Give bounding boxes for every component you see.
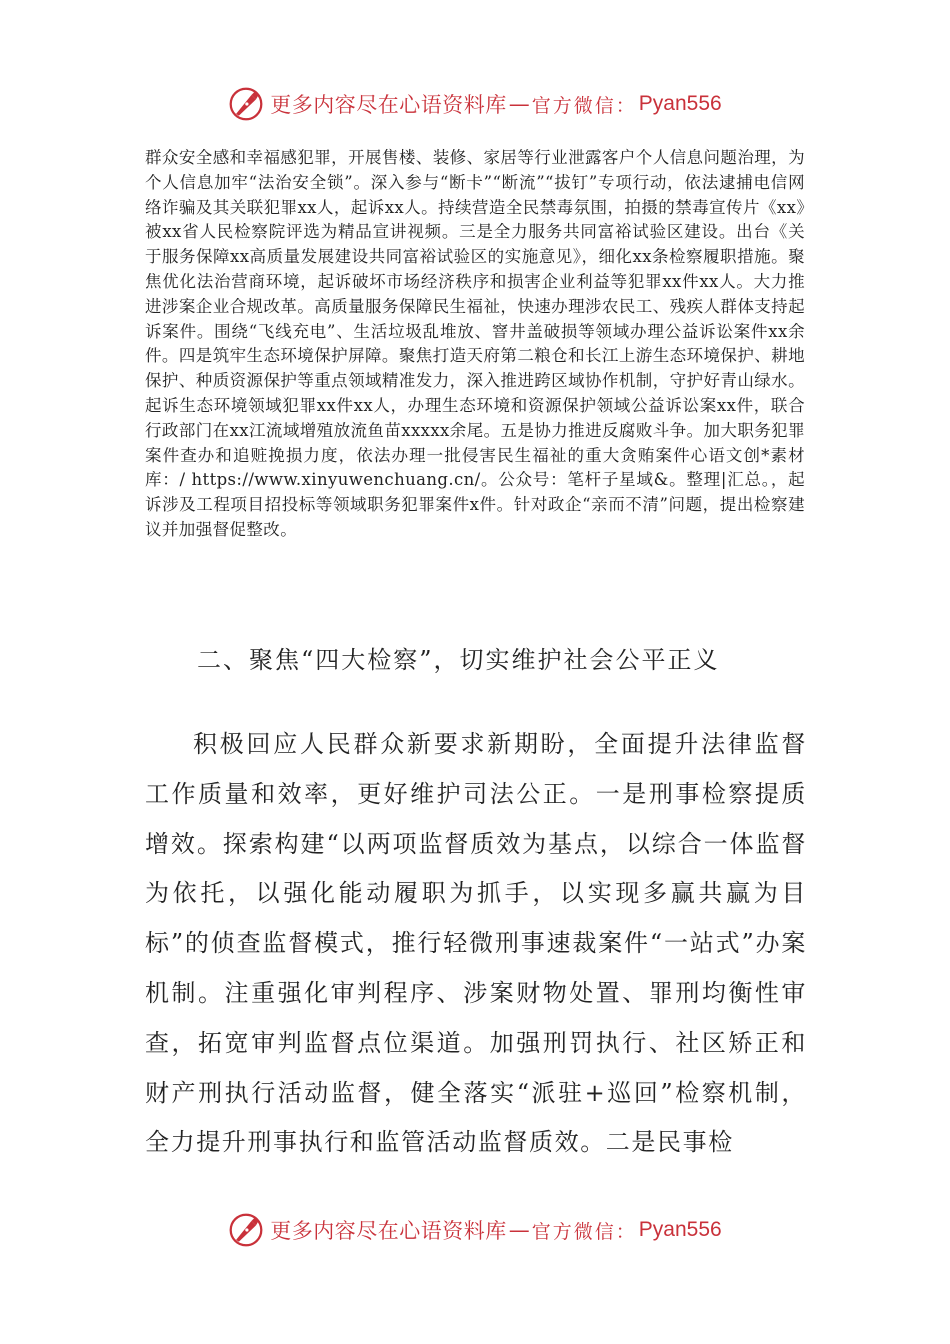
watermark-main-text: 更多内容尽在心语资料库 bbox=[270, 1219, 507, 1243]
watermark-sub-text: 官方微信： bbox=[531, 1220, 637, 1243]
pen-nib-logo-icon bbox=[228, 86, 264, 122]
watermark-separator: — bbox=[508, 1218, 530, 1242]
watermark-main-text: 更多内容尽在心语资料库 bbox=[270, 93, 507, 117]
header-watermark bbox=[0, 84, 950, 124]
watermark-sub-text: 官方微信： bbox=[531, 94, 637, 117]
watermark-wechat-id: Pyan556 bbox=[638, 1218, 722, 1241]
section-heading: 二、聚焦“四大检察”，切实维护社会公平正义 bbox=[197, 646, 720, 674]
body-paragraph-small: 群众安全感和幸福感犯罪，开展售楼、装修、家居等行业泄露客户个人信息问题治理，为个人信息加牢“法治安全锁”。深入参与“断卡”“断流”“拔钉”专项行动，依法逮捕电信网络诈骗及其关联犯罪xx人，起诉xx人。持续营造全民禁毒氛围，拍摄的禁毒宣传片《xx》被xx省人民检察院评选为精品宣讲视频。三是全力服务共同富裕试验区建设。出台《关于服务保障xx高质量发展建设共同富裕试验区的实施意见》，细化xx条检察履职措施。聚焦优化法治营商环境，起诉破坏市场经济秩序和损害企业利益等犯罪xx件xx人。大力推进涉案企业合规改革。高质量服务保障民生福祉，快速办理涉农民工、残疾人群体支持起诉案件。围绕“飞线充电”、生活垃圾乱堆放、窨井盖破损等领域办理公益诉讼案件xx余件。四是筑牢生态环境保护屏障。聚焦打造天府第二粮仓和长江上游生态环境保护、耕地保护、种质资源保护等重点领域精准发力，深入推进跨区域协作机制，守护好青山绿水。起诉生态环境领域犯罪xx件xx人，办理生态环境和资源保护领域公益诉讼案xx件，联合行政部门在xx江流域增殖放流鱼苗xxxxx余尾。五是协力推进反腐败斗争。加大职务犯罪案件查办和追赃挽损力度，依法办理一批侵害民生福祉的重大贪贿案件心语文创*素材库：/ https://www.xinyuwenchuang.cn/。公众号：笔杆子星域&。整理|汇总。，起诉涉及工程项目招投标等领域职务犯罪案件x件。针对政企“亲而不清”问题，提出检察建议并加强督促整改。 bbox=[145, 148, 805, 539]
watermark-wechat-id: Pyan556 bbox=[638, 92, 722, 115]
watermark-separator: — bbox=[508, 92, 530, 116]
body-paragraph-large: 积极回应人民群众新要求新期盼，全面提升法律监督工作质量和效率，更好维护司法公正。一是刑事检察提质增效。探索构建“以两项监督质效为基点，以综合一体监督为依托，以强化能动履职为抓手，以实现多赢共赢为目标”的侦查监督模式，推行轻微刑事速裁案件“一站式”办案机制。注重强化审判程序、涉案财物处置、罪刑均衡性审查，拓宽审判监督点位渠道。加强刑罚执行、社区矫正和财产刑执行活动监督，健全落实“派驻+巡回”检察机制，全力提升刑事执行和监管活动监督质效。二是民事检 bbox=[145, 730, 807, 1157]
footer-watermark bbox=[0, 1210, 950, 1250]
pen-nib-logo-icon bbox=[228, 1212, 264, 1248]
